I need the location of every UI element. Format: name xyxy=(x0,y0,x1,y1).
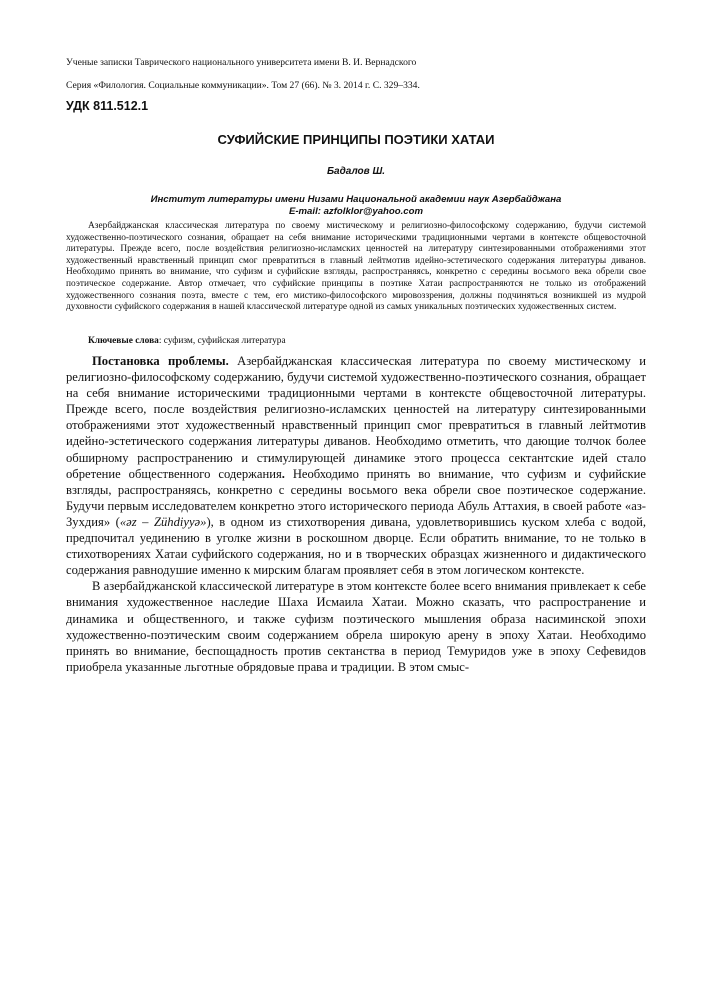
series-header: Серия «Филология. Социальные коммуникации». Том 27 (66). № 3. 2014 г. С. 329–334. xyxy=(66,80,420,91)
journal-header: Ученые записки Таврического национального университета имени В. И. Вернадского xyxy=(66,57,417,68)
author-email: E-mail: azfolklor@yahoo.com xyxy=(288,206,424,217)
body-paragraph-1 xyxy=(66,353,646,578)
article-title: СУФИЙСКИЕ ПРИНЦИПЫ ПОЭТИКИ ХАТАИ xyxy=(217,132,495,147)
udk-code: УДК 811.512.1 xyxy=(66,99,149,113)
section-lead: Постановка проблемы. xyxy=(92,354,229,368)
keywords-label: Ключевые слова xyxy=(88,336,159,346)
body-paragraph-2: В азербайджанской классической литературе в этом контексте более всего внимания привлекает к себе внимания художественное наследие Шаха Исмаила Хатаи. Можно сказать, что распространение и динамика и общественного, и также суфизм поэтического мышления образа насиминской эпохи художественно-поэтическим своим содержанием обрела широкую арену в эпоху Хатаи. Необходимо принять во внимание, беспощадность против сектанства в период Темуридов уже в эпоху Сефевидов приобрела указанные льготные обрядовые права и традиции. В этом смыс- xyxy=(66,579,646,674)
author-affiliation xyxy=(66,194,646,218)
body-bold-dot: . xyxy=(281,466,285,481)
abstract: Азербайджанская классическая литература по своему мистическому и религиозно-философскому содержанию, будучи системой художественно-поэтического сознания, обращает на себя внимание историческими традиционными чертами в контексте общевосточной литературы. Прежде всего, после воздействия религиозно-исламских ценностей на литературу синтезированными отображениями этот художественный нравственный принцип смог превратиться в главный лейтмотив идейно-эстетического содержания литературы диванов. Необходимо принять во внимание, что суфизм и суфийские взгляды, распространяясь, конкретно с середины восьмого века обрели свое поэтическое содержание. Автор отмечает, что суфийские принципы в поэтике Хатаи распространяются не только из отображений художественного сознания поэта, вместе с тем, его мистико-философского мировоззрения, должны подчиняться возникшей из мудрой духовности суфийского содержания в нашей классической литературе одной из самых уникальных поэтических художественных систем. xyxy=(66,221,646,313)
keywords-text: : суфизм, суфийская литература xyxy=(158,336,286,346)
author-name: Бадалов Ш. xyxy=(326,166,386,177)
article-body xyxy=(66,353,646,675)
keywords xyxy=(66,336,646,348)
body-text: Необходимо принять во внимание, что суфизм и суфийские взгляды, распространяясь, конкретно с середины восьмого века обрели свое поэтическое содержание. Будучи первым исследователем конкретно этого исторического периода Абуль Аттахия, в своей работе «аз- Зухдия» ( xyxy=(66,466,646,529)
body-text: ), в одном из стихотворения дивана, удовлетворившись куском хлеба с водой, предпочитал уединению в уголке жизни в роскошном дворце. Если обратить внимание, то не только в стихотворениях Хатаи суфийского содержания, но и в творческих образцах жизненного и дидактического содержания равнодушие именно к мирским благам проявляет себя в этом логическом контексте. xyxy=(66,514,647,578)
body-text: Азербайджанская классическая литература по своему мистическому и религиозно-философскому содержанию, будучи системой художественно-поэтического сознания, обращает на себя внимание историческими традиционными чертами в контексте общевосточной литературы. Прежде всего, после воздействия религиозно-исламских ценностей на литературу синтезированными отображениями этот художественный нравственный принцип смог превратиться в главный лейтмотив идейно-эстетического содержания литературы диванов. Необходимо отметить, что дающие толчок более обширному распространению и стимулирующей динамике этого процесса сектантские идей стало обретение общественного содержания xyxy=(66,354,646,481)
body-italic-term: «əz – Zühdiyyə» xyxy=(119,514,207,529)
institution-name: Институт литературы имени Низами Национальной академии наук Азербайджана xyxy=(150,194,562,205)
